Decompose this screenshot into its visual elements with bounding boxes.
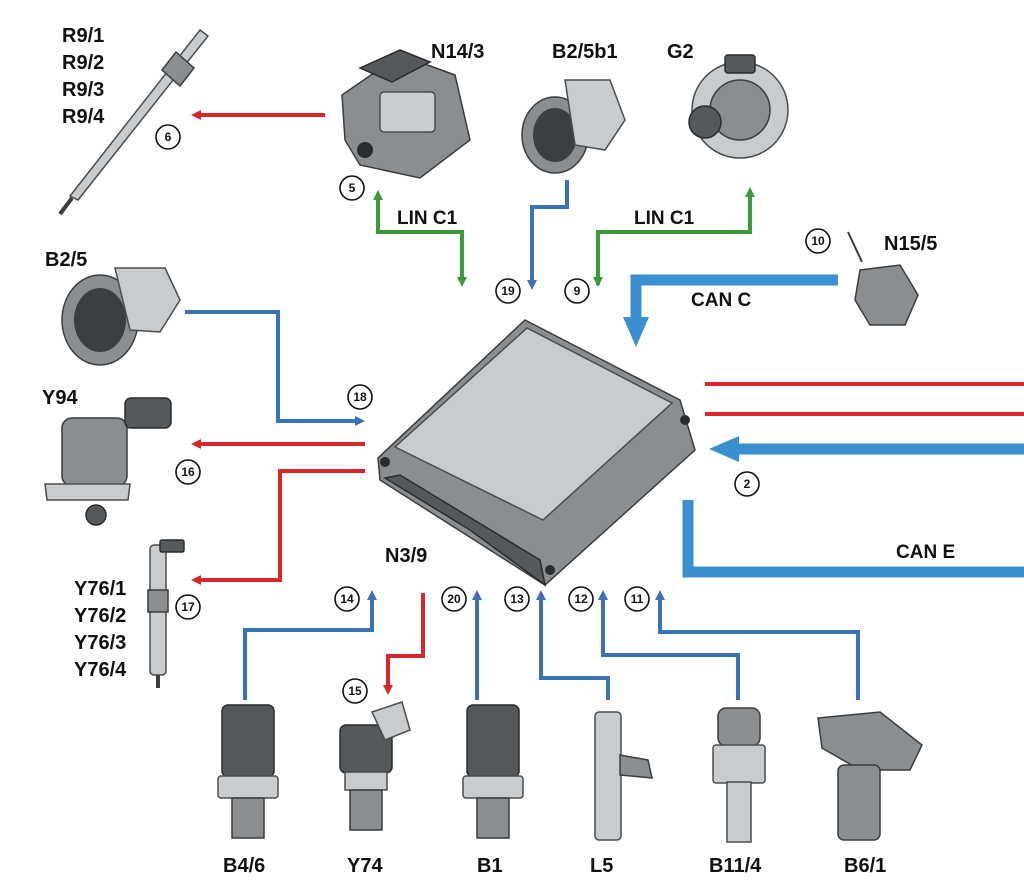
svg-text:9: 9 bbox=[573, 284, 581, 298]
oil-temperature-sensor-illustration bbox=[463, 705, 523, 838]
callout-2 bbox=[735, 472, 759, 496]
lin-line-9 bbox=[598, 192, 750, 285]
label-y76-4: Y76/4 bbox=[74, 659, 127, 681]
callout-12 bbox=[569, 587, 593, 611]
label-l5: L5 bbox=[590, 855, 614, 877]
callout-14 bbox=[335, 587, 359, 611]
svg-text:17: 17 bbox=[181, 600, 195, 614]
label-r9-2: R9/2 bbox=[62, 52, 105, 74]
svg-text:5: 5 bbox=[348, 181, 356, 195]
label-y76-1: Y76/1 bbox=[74, 578, 127, 600]
svg-text:2: 2 bbox=[743, 477, 751, 491]
svg-text:19: 19 bbox=[501, 284, 515, 298]
svg-text:20: 20 bbox=[447, 592, 461, 606]
callout-15 bbox=[343, 679, 367, 703]
glow-output-stage-illustration bbox=[342, 50, 470, 178]
alternator-illustration bbox=[689, 55, 788, 158]
signal-line-12 bbox=[603, 595, 738, 700]
callout-18 bbox=[348, 385, 372, 409]
pressure-regulator-valve-illustration bbox=[340, 702, 410, 830]
rail-pressure-sensor-illustration bbox=[218, 705, 278, 838]
callout-6 bbox=[156, 125, 180, 149]
label-r9-4: R9/4 bbox=[62, 106, 105, 128]
signal-line-11 bbox=[660, 595, 858, 700]
label-r9-1: R9/1 bbox=[62, 25, 105, 47]
svg-text:16: 16 bbox=[181, 465, 195, 479]
coolant-temperature-sensor-illustration bbox=[713, 708, 765, 842]
svg-text:11: 11 bbox=[630, 592, 644, 606]
signal-line-17 bbox=[196, 471, 365, 580]
bus-label-lin-c1-left: LIN C1 bbox=[397, 208, 458, 229]
air-mass-sensor-b2-5b1-illustration bbox=[522, 80, 625, 173]
callout-19 bbox=[496, 279, 520, 303]
callout-13 bbox=[505, 587, 529, 611]
callout-11 bbox=[625, 587, 649, 611]
svg-text:14: 14 bbox=[340, 592, 354, 606]
svg-text:10: 10 bbox=[811, 234, 825, 248]
svg-text:18: 18 bbox=[353, 390, 367, 404]
bus-label-lin-c1-right: LIN C1 bbox=[634, 208, 695, 229]
svg-text:15: 15 bbox=[348, 684, 362, 698]
label-y76-2: Y76/2 bbox=[74, 605, 127, 627]
bus-label-can-e: CAN E bbox=[896, 542, 956, 563]
label-n15-5: N15/5 bbox=[884, 233, 938, 255]
label-y76-3: Y76/3 bbox=[74, 632, 127, 654]
label-g2: G2 bbox=[667, 41, 694, 63]
label-b4-6: B4/6 bbox=[223, 855, 266, 877]
label-b6-1: B6/1 bbox=[844, 855, 887, 877]
label-b2-5b1: B2/5b1 bbox=[552, 41, 618, 63]
label-y94: Y94 bbox=[42, 387, 78, 409]
label-b11-4: B11/4 bbox=[709, 855, 762, 877]
callout-17 bbox=[176, 595, 200, 619]
signal-line-15 bbox=[388, 593, 423, 690]
label-n3-9: N3/9 bbox=[385, 545, 428, 567]
camshaft-hall-sensor-illustration bbox=[818, 712, 922, 840]
quantity-control-valve-illustration bbox=[45, 398, 171, 525]
bus-label-can-c: CAN C bbox=[691, 290, 752, 311]
callout-9 bbox=[565, 279, 589, 303]
label-b2-5: B2/5 bbox=[45, 249, 88, 271]
can-e-line bbox=[688, 500, 1024, 572]
svg-text:6: 6 bbox=[164, 130, 172, 144]
callout-20 bbox=[442, 587, 466, 611]
label-n14-3: N14/3 bbox=[431, 41, 485, 63]
callout-16 bbox=[176, 460, 200, 484]
callout-5 bbox=[340, 176, 364, 200]
crankshaft-position-sensor-illustration bbox=[595, 712, 652, 840]
label-y74: Y74 bbox=[347, 855, 383, 877]
label-b1: B1 bbox=[477, 855, 503, 877]
signal-line-13 bbox=[541, 595, 608, 700]
air-mass-sensor-b2-5-illustration bbox=[62, 268, 180, 365]
signal-line-18 bbox=[185, 312, 360, 421]
signal-line-19 bbox=[532, 180, 567, 285]
callout-10 bbox=[806, 229, 830, 253]
label-r9-3: R9/3 bbox=[62, 79, 105, 101]
svg-text:12: 12 bbox=[574, 592, 588, 606]
svg-text:13: 13 bbox=[510, 592, 524, 606]
